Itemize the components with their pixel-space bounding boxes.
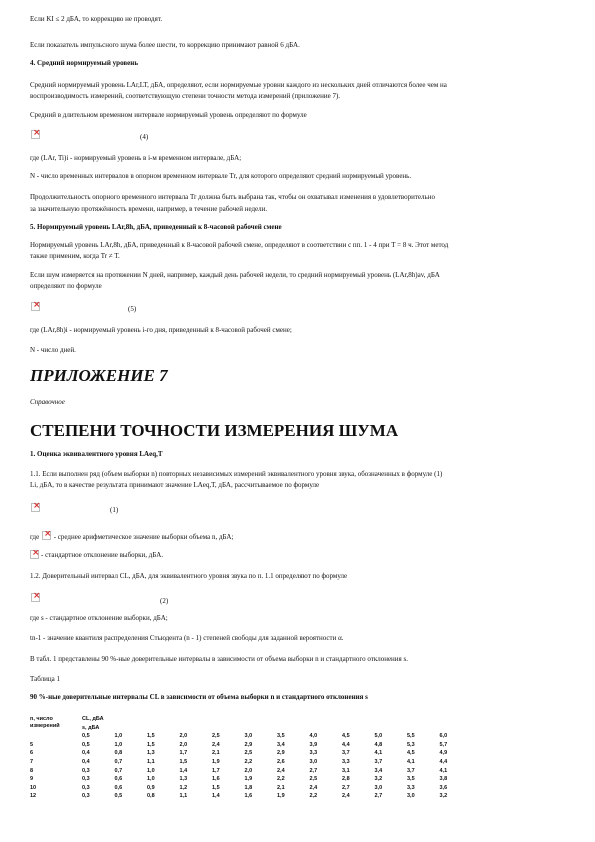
s-value-cell: 5,0 xyxy=(374,733,383,740)
value-cell: 1,5 xyxy=(212,784,220,791)
confidence-interval-table xyxy=(30,716,472,802)
value-cell: 3,7 xyxy=(407,767,415,774)
s-value-cell: 2,5 xyxy=(212,733,220,740)
value-cell: 3,0 xyxy=(309,758,318,765)
value-cell: 0,5 xyxy=(82,741,90,748)
value-cell: 3,2 xyxy=(439,793,448,800)
value-cell: 2,1 xyxy=(277,784,285,791)
s-value-cell: 3,5 xyxy=(277,733,285,740)
value-cell: 0,4 xyxy=(82,758,90,765)
value-cell: 1,9 xyxy=(244,776,253,783)
n-cell: 8 xyxy=(30,767,34,774)
value-cell: 4,1 xyxy=(407,758,415,765)
value-cell: 2,5 xyxy=(244,750,253,757)
value-cell: 2,4 xyxy=(342,793,350,800)
s-value-cell: 6,0 xyxy=(439,733,448,740)
value-cell: 1,2 xyxy=(179,784,188,791)
s-value-cell: 3,0 xyxy=(244,733,253,740)
appendix-heading: ПРИЛОЖЕНИЕ 7 xyxy=(30,366,168,385)
n-cell: 6 xyxy=(30,750,34,757)
broken-image-icon xyxy=(42,531,51,540)
value-cell: 1,6 xyxy=(212,776,220,783)
table-row xyxy=(30,750,472,759)
value-cell: 2,1 xyxy=(212,750,220,757)
paragraph: N - число дней. xyxy=(30,346,76,354)
value-cell: 0,7 xyxy=(114,758,123,765)
paragraph xyxy=(30,550,570,562)
value-cell: 2,8 xyxy=(342,776,350,783)
value-cell: 1,0 xyxy=(114,741,123,748)
value-cell: 3,4 xyxy=(277,741,285,748)
paragraph-continued xyxy=(30,91,570,103)
table-title: 90 %-ные доверительные интервалы CL в зависимости от объема выборки n и стандартного отклонения s xyxy=(30,693,368,701)
value-cell: 0,3 xyxy=(82,776,90,783)
value-cell: 4,1 xyxy=(439,767,448,774)
value-cell: 2,2 xyxy=(244,758,253,765)
section-4-title: 4. Средний нормируемый уровень xyxy=(30,59,139,67)
table-row xyxy=(30,759,472,768)
value-cell: 1,8 xyxy=(244,784,253,791)
value-cell: 3,8 xyxy=(439,776,448,783)
equation-number: (4) xyxy=(140,133,149,141)
paragraph: Если показатель импульсного шума более шести, то коррекцию принимают равной 6 дБА. xyxy=(30,41,300,49)
value-cell: 2,0 xyxy=(179,741,188,748)
table-row xyxy=(30,742,472,751)
s-value-cell: 0,5 xyxy=(82,733,90,740)
value-cell: 0,5 xyxy=(114,793,123,800)
value-cell: 0,4 xyxy=(82,750,90,757)
section-5-title: 5. Нормируемый уровень LAr,8h, дБА, приведенный к 8-часовой рабочей смене xyxy=(30,223,282,231)
paragraph: Продолжительность опорного временного интервала Tr должна быть выбрана так, чтобы он охватывал изменения в удовлетворительно xyxy=(30,193,435,201)
paragraph: Нормируемый уровень LAr,8h, дБА, приведенный к 8-часовой рабочей смене, определяют в соответствии с пп. 1 - 4 при T = 8 ч. Этот метод xyxy=(30,241,449,249)
image-placeholder xyxy=(41,532,52,540)
value-cell: 2,9 xyxy=(277,750,285,757)
table-row xyxy=(30,768,472,777)
paragraph-text: - среднее арифметическое значение выборки объема n, дБА; xyxy=(53,533,234,541)
value-cell: 3,0 xyxy=(407,793,415,800)
value-cell: 3,0 xyxy=(374,784,383,791)
value-cell: 0,7 xyxy=(114,767,123,774)
value-cell: 0,6 xyxy=(114,784,123,791)
value-cell: 1,0 xyxy=(147,776,155,783)
main-title: СТЕПЕНИ ТОЧНОСТИ ИЗМЕРЕНИЯ ШУМА xyxy=(30,421,399,440)
paragraph: также применим, когда Tr ≠ T. xyxy=(30,252,120,260)
value-cell: 5,3 xyxy=(407,741,415,748)
s-label: s, дБА xyxy=(82,724,100,731)
paragraph: В табл. 1 представлены 90 %-ные доверительные интервалы в зависимости от объема выборки n и стандартного отклонения s. xyxy=(30,655,408,663)
value-cell: 2,7 xyxy=(374,793,383,800)
value-cell: 3,9 xyxy=(309,741,318,748)
paragraph: Средний нормируемый уровень LAr,LT, дБА, определяют, если нормируемые уровни каждого из нескольких дней отличаются более чем на xyxy=(30,81,447,89)
paragraph: tn-1 - значение квантиля распределения Стьюдента (n - 1) степеней свободы для заданной вероятности α. xyxy=(30,634,344,642)
where-word: где xyxy=(30,533,40,541)
n-cell: 7 xyxy=(30,758,34,765)
paragraph: определяют по формуле xyxy=(30,282,102,290)
paragraph-text: воспроизводимость измерений, соответствующую степени точности метода измерений (приложение 7). xyxy=(30,92,341,100)
s-value-cell: 4,0 xyxy=(309,733,318,740)
value-cell: 2,9 xyxy=(244,741,253,748)
value-cell: 5,7 xyxy=(439,741,448,748)
s-value-cell: 4,5 xyxy=(342,733,350,740)
appendix-subtitle: Справочное xyxy=(30,398,65,406)
table-header-row xyxy=(30,716,472,725)
paragraph: 1.2. Доверительный интервал CL, дБА, для эквивалентного уровня звука по п. 1.1 определяют по формуле xyxy=(30,572,348,580)
table-header-row xyxy=(30,733,472,742)
paragraph: 1.1. Если выполнен ряд (объем выборки n) повторных независимых измерений эквивалентного уровня звука, обозначенных в формуле (1) xyxy=(30,470,443,478)
table-caption: Таблица 1 xyxy=(30,675,60,683)
value-cell: 2,4 xyxy=(212,741,220,748)
value-cell: 1,3 xyxy=(147,750,155,757)
table-header-row xyxy=(30,725,472,734)
broken-image-icon xyxy=(31,130,40,139)
n-cell: 10 xyxy=(30,784,37,791)
value-cell: 0,3 xyxy=(82,784,90,791)
value-cell: 2,4 xyxy=(277,767,285,774)
broken-image-icon xyxy=(31,593,40,602)
value-cell: 0,3 xyxy=(82,793,90,800)
row-header-label: n, число измерений xyxy=(30,716,60,729)
value-cell: 4,1 xyxy=(374,750,383,757)
value-cell: 1,5 xyxy=(179,758,188,765)
value-cell: 0,6 xyxy=(114,776,123,783)
paragraph: где (LAr, Ti)i - нормируемый уровень в i-м временном интервале, дБА; xyxy=(30,154,242,162)
s-value-cell: 1,5 xyxy=(147,733,155,740)
value-cell: 2,6 xyxy=(277,758,285,765)
section-1-title: 1. Оценка эквивалентного уровня LAeq,T xyxy=(30,450,163,458)
paragraph: где (LAr,8h)i - нормируемый уровень i-го дня, приведенный к 8-часовой рабочей смене; xyxy=(30,326,292,334)
value-cell: 1,9 xyxy=(277,793,285,800)
value-cell: 1,4 xyxy=(179,767,188,774)
value-cell: 3,7 xyxy=(342,750,350,757)
equation-number: (2) xyxy=(160,597,169,605)
value-cell: 1,3 xyxy=(179,776,188,783)
paragraph: Средний в длительном временном интервале нормируемый уровень определяют по формуле xyxy=(30,111,307,119)
value-cell: 1,1 xyxy=(179,793,188,800)
value-cell: 2,2 xyxy=(309,793,318,800)
value-cell: 4,9 xyxy=(439,750,448,757)
equation-number: (1) xyxy=(110,506,119,514)
value-cell: 3,5 xyxy=(407,776,415,783)
table-row xyxy=(30,785,472,794)
value-cell: 2,0 xyxy=(244,767,253,774)
value-cell: 2,4 xyxy=(309,784,318,791)
value-cell: 0,3 xyxy=(82,767,90,774)
value-cell: 1,7 xyxy=(179,750,188,757)
s-value-cell: 2,0 xyxy=(179,733,188,740)
paragraph: Если KI ≤ 2 дБА, то коррекцию не проводят. xyxy=(30,15,163,23)
broken-image-icon xyxy=(31,503,40,512)
paragraph-where xyxy=(30,531,570,544)
s-value-cell: 1,0 xyxy=(114,733,123,740)
table-row xyxy=(30,776,472,785)
value-cell: 3,4 xyxy=(374,767,383,774)
value-cell: 3,3 xyxy=(342,758,350,765)
value-cell: 1,0 xyxy=(147,767,155,774)
paragraph: за значительную протяжённость времени, например, в течение рабочей недели. xyxy=(30,205,268,213)
value-cell: 3,1 xyxy=(342,767,350,774)
value-cell: 4,4 xyxy=(439,758,448,765)
value-cell: 3,2 xyxy=(374,776,383,783)
paragraph: где s - стандартное отклонение выборки, дБА; xyxy=(30,614,168,622)
n-cell: 5 xyxy=(30,741,34,748)
paragraph: Li, дБА, то в качестве результата принимают значение LAeq,T, дБА, рассчитываемое по формуле xyxy=(30,481,320,489)
n-cell: 12 xyxy=(30,793,37,800)
paragraph: Если шум измеряется на протяжении N дней, например, каждый день рабочей недели, то средний нормируемый уровень (LAr,8h)av, дБА xyxy=(30,271,440,279)
value-cell: 1,6 xyxy=(244,793,253,800)
value-cell: 4,4 xyxy=(342,741,350,748)
value-cell: 2,5 xyxy=(309,776,318,783)
table-body xyxy=(30,716,472,802)
value-cell: 0,9 xyxy=(147,784,155,791)
table-row xyxy=(30,793,472,802)
paragraph: N - число временных интервалов в опорном временном интервале Tr, для которого определяют средний нормируемый уровень. xyxy=(30,172,412,180)
value-cell: 2,7 xyxy=(342,784,350,791)
value-cell: 1,4 xyxy=(212,793,220,800)
value-cell: 1,1 xyxy=(147,758,155,765)
s-value-cell: 5,5 xyxy=(407,733,415,740)
value-cell: 2,2 xyxy=(277,776,285,783)
paragraph-text: - стандартное отклонение выборки, дБА. xyxy=(41,551,164,559)
value-cell: 1,9 xyxy=(212,758,220,765)
value-cell: 3,7 xyxy=(374,758,383,765)
equation-number: (5) xyxy=(128,305,137,313)
value-cell: 1,5 xyxy=(147,741,155,748)
n-cell: 9 xyxy=(30,776,34,783)
value-cell: 3,3 xyxy=(407,784,415,791)
value-cell: 3,3 xyxy=(309,750,318,757)
value-cell: 1,7 xyxy=(212,767,220,774)
broken-image-icon xyxy=(31,302,40,311)
value-cell: 0,8 xyxy=(147,793,155,800)
value-cell: 3,6 xyxy=(439,784,448,791)
broken-image-icon xyxy=(30,550,39,559)
column-header-label: CL, дБА xyxy=(82,716,104,722)
value-cell: 4,8 xyxy=(374,741,383,748)
value-cell: 4,5 xyxy=(407,750,415,757)
value-cell: 0,8 xyxy=(114,750,123,757)
value-cell: 2,7 xyxy=(309,767,318,774)
